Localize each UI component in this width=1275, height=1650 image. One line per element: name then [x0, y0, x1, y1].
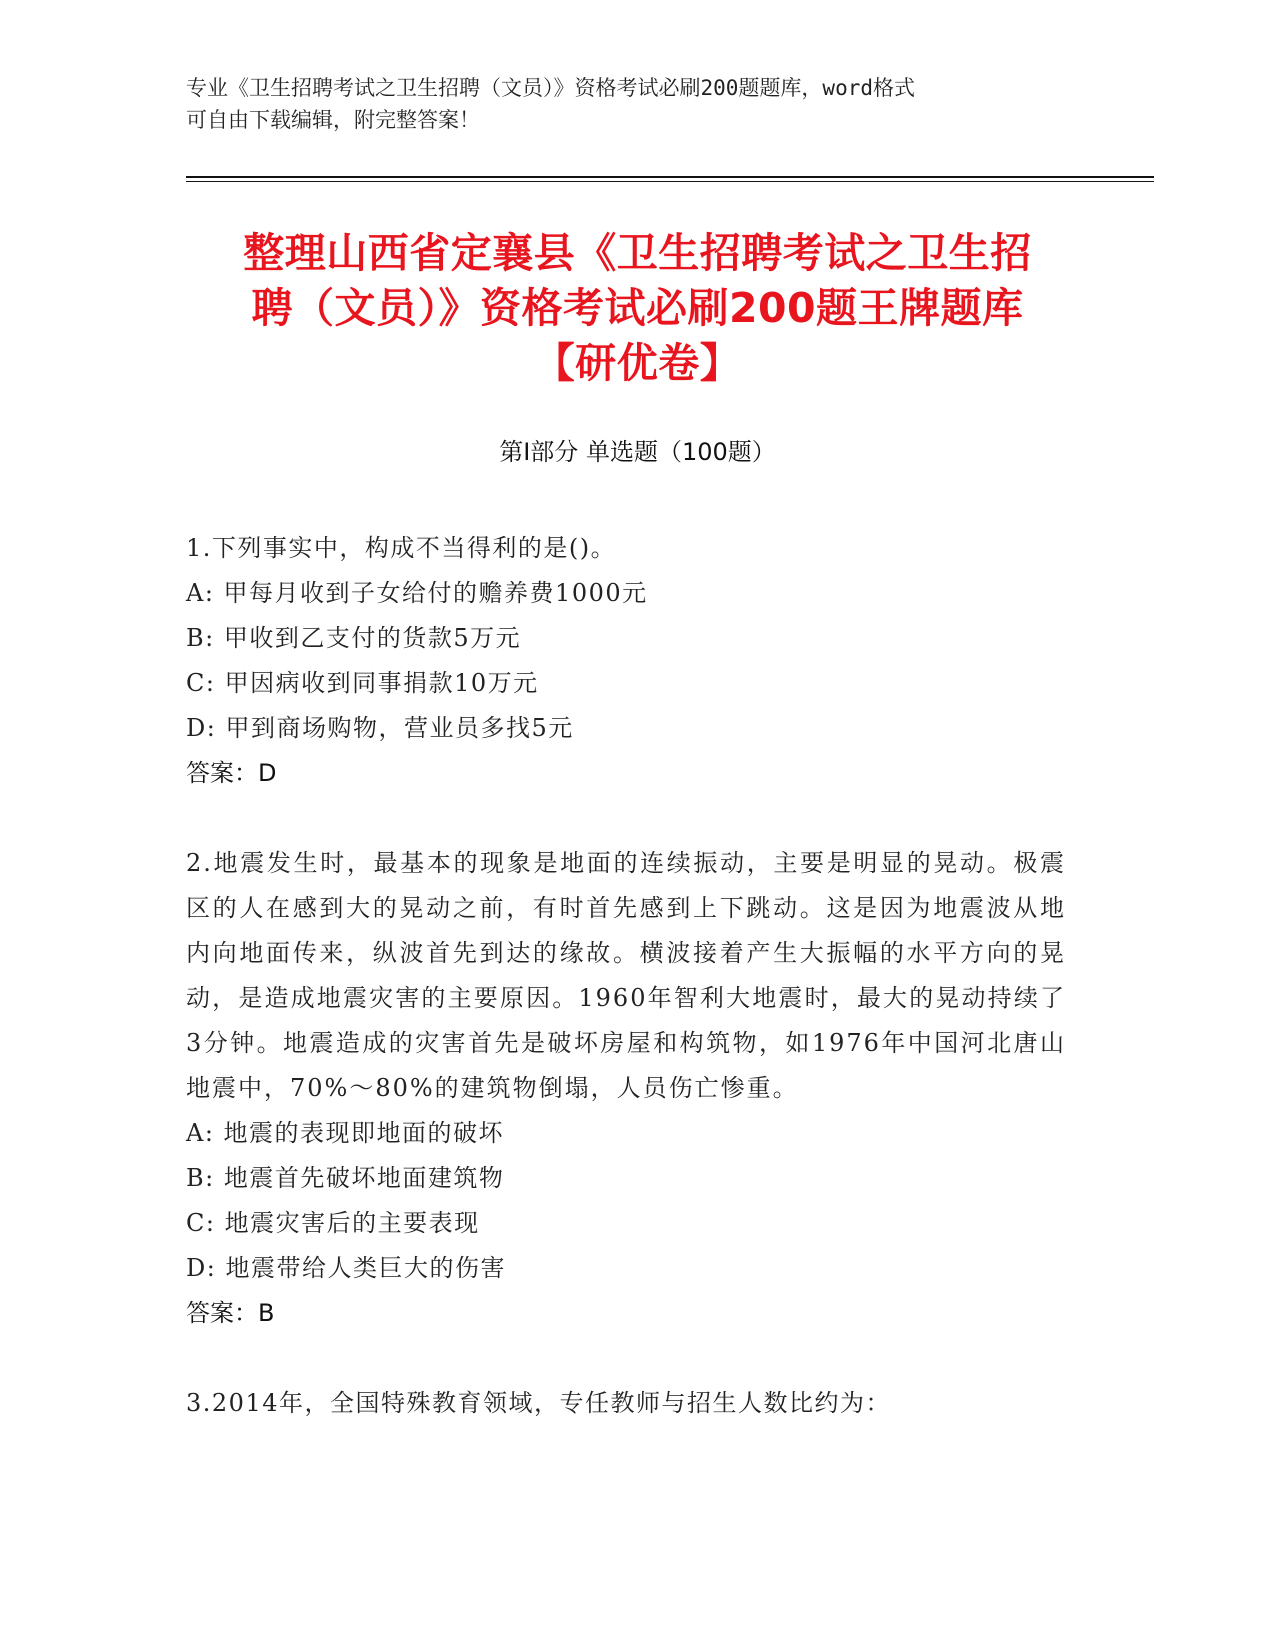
- spacer: [186, 796, 1066, 841]
- question-list: [186, 526, 1066, 1426]
- question-item: [186, 526, 1066, 796]
- option-b: B: 甲收到乙支付的货款5万元: [186, 624, 522, 652]
- question-stem: 3.2014年，全国特殊教育领域，专任教师与招生人数比约为：: [186, 1389, 891, 1417]
- option-d: D: 地震带给人类巨大的伤害: [186, 1254, 506, 1282]
- title-line: 聘（文员）》资格考试必刷200题王牌题库: [251, 284, 1024, 332]
- question-item: [186, 1381, 1066, 1426]
- header-divider: [186, 176, 1154, 178]
- option-b: B: 地震首先破坏地面建筑物: [186, 1164, 505, 1192]
- title-line: 【研优卷】: [533, 339, 742, 387]
- answer: 答案：D: [186, 759, 277, 787]
- option-a: A: 甲每月收到子女给付的赡养费1000元: [186, 579, 648, 607]
- header-note-line: 可自由下载编辑，附完整答案！: [186, 108, 480, 132]
- option-c: C: 地震灾害后的主要表现: [186, 1209, 480, 1237]
- question-stem: 2.地震发生时，最基本的现象是地面的连续振动，主要是明显的晃动。极震区的人在感到大的晃动之前，有时首先感到上下跳动。这是因为地震波从地内向地面传来，纵波首先到达的缘故。横波接着产生大振幅的水平方向的晃动，是造成地震灾害的主要原因。1960年智利大地震时，最大的晃动持续了3分钟。地震造成的灾害首先是破坏房屋和构筑物，如1976年中国河北唐山地震中，70%～80%的建筑物倒塌，人员伤亡惨重。: [186, 849, 1066, 1102]
- header-note: [186, 72, 1066, 136]
- document-title: [180, 226, 1095, 391]
- header-note-line: 专业《卫生招聘考试之卫生招聘（文员）》资格考试必刷200题题库，word格式: [186, 76, 915, 100]
- answer: 答案：B: [186, 1299, 275, 1327]
- option-d: D: 甲到商场购物，营业员多找5元: [186, 714, 574, 742]
- header-divider: [186, 181, 1154, 182]
- question-item: [186, 841, 1066, 1336]
- option-a: A: 地震的表现即地面的破坏: [186, 1119, 505, 1147]
- question-stem: 1.下列事实中，构成不当得利的是()。: [186, 534, 617, 562]
- option-c: C: 甲因病收到同事捐款10万元: [186, 669, 539, 697]
- section-title: 第I部分 单选题（100题）: [499, 438, 776, 466]
- title-line: 整理山西省定襄县《卫生招聘考试之卫生招: [243, 229, 1032, 277]
- spacer: [186, 1336, 1066, 1381]
